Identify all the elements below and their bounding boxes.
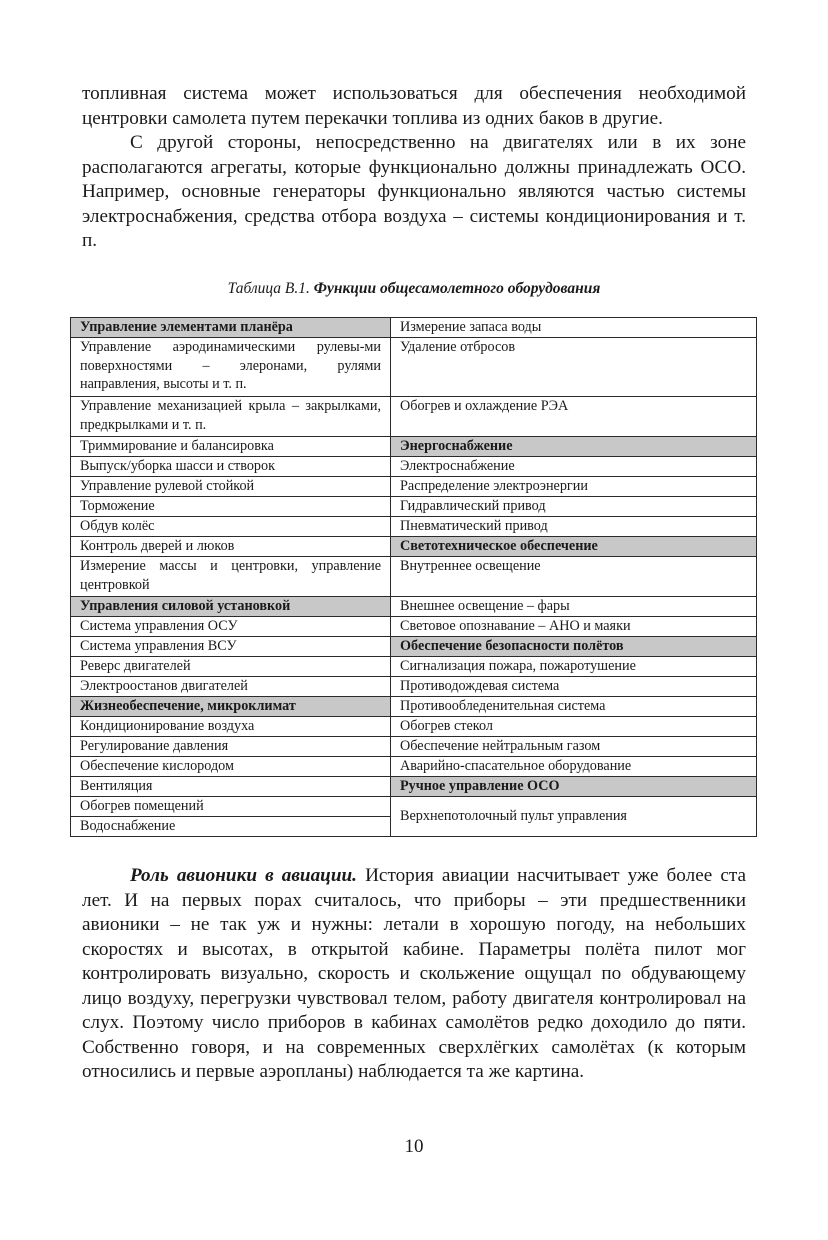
functions-table — [70, 317, 757, 837]
table-cell: Регулирование давления — [71, 737, 391, 757]
table-cell: Обогрев стекол — [391, 717, 757, 737]
body-block — [82, 864, 746, 1085]
table-caption — [82, 279, 746, 299]
table-cell: Электроостанов двигателей — [71, 677, 391, 697]
table-cell: Измерение запаса воды — [391, 318, 757, 338]
table-cell: Аварийно-спасательное оборудование — [391, 757, 757, 777]
table-cell: Внутреннее освещение — [391, 557, 757, 597]
table-row — [71, 537, 757, 557]
table-cell: Сигнализация пожара, пожаротушение — [391, 657, 757, 677]
table-cell: Обдув колёс — [71, 517, 391, 537]
table-cell: Обеспечение нейтральным газом — [391, 737, 757, 757]
table-cell: Верхнепотолочный пульт управления — [391, 797, 757, 837]
table-row — [71, 338, 757, 397]
table-row — [71, 617, 757, 637]
body-paragraph-text: История авиации насчитывает уже более ста лет. И на первых порах считалось, что приборы – эти предшественники авионики – не так уж и нужны: летали в хорошую погоду, на небольших скоростях и высотах, в открытой кабине. Параметры полёта пилот мог контролировать визуально, скорость и скольжение ощущал по обдувающему лицо воздуху, перегрузки чувствовал телом, работу двигателя контролировал на слух. Поэтому число приборов в кабинах самолётов редко доходило до пяти. Собственно говоря, и на современных сверхлёгких самолётах (к которым относились и первые аэропланы) наблюдается та же картина. — [82, 865, 746, 1082]
table-row — [71, 397, 757, 437]
table-cell: Распределение электроэнергии — [391, 477, 757, 497]
table-cell: Обогрев помещений — [71, 797, 391, 817]
table-row — [71, 437, 757, 457]
table-cell: Пневматический привод — [391, 517, 757, 537]
table-row — [71, 797, 757, 817]
table-cell: Внешнее освещение – фары — [391, 597, 757, 617]
table-row — [71, 657, 757, 677]
table-cell: Светотехническое обеспечение — [391, 537, 757, 557]
table-cell: Жизнеобеспечение, микроклимат — [71, 697, 391, 717]
table-row — [71, 697, 757, 717]
table-cell: Триммирование и балансировка — [71, 437, 391, 457]
table-cell: Реверс двигателей — [71, 657, 391, 677]
table-cell: Обеспечение безопасности полётов — [391, 637, 757, 657]
table-row — [71, 757, 757, 777]
table-cell: Энергоснабжение — [391, 437, 757, 457]
table-row — [71, 477, 757, 497]
intro-paragraph-2: С другой стороны, непосредственно на двигателях или в их зоне располагаются агрегаты, которые функционально должны принадлежать ОСО. Например, основные генераторы функционально являются частью системы электроснабжения, средства отбора воздуха – системы кондиционирования и т. п. — [82, 132, 746, 251]
table-row — [71, 597, 757, 617]
table-cell: Управления силовой установкой — [71, 597, 391, 617]
table-caption-label: Таблица В.1. — [227, 279, 310, 297]
table-cell: Вентиляция — [71, 777, 391, 797]
table-cell: Система управления ВСУ — [71, 637, 391, 657]
table-cell: Удаление отбросов — [391, 338, 757, 397]
table-cell: Торможение — [71, 497, 391, 517]
table-cell: Система управления ОСУ — [71, 617, 391, 637]
table-row — [71, 318, 757, 338]
table-cell: Обогрев и охлаждение РЭА — [391, 397, 757, 437]
table-row — [71, 517, 757, 537]
table-cell: Водоснабжение — [71, 817, 391, 837]
body-paragraph — [82, 864, 746, 1085]
intro-paragraph-1: топливная система может использоваться для обеспечения необходимой центровки самолета путем перекачки топлива из одних баков в другие. — [82, 83, 746, 129]
table-cell: Управление элементами планёра — [71, 318, 391, 338]
table-cell: Кондиционирование воздуха — [71, 717, 391, 737]
table-row — [71, 777, 757, 797]
intro-block — [82, 82, 746, 299]
table-cell: Световое опознавание – АНО и маяки — [391, 617, 757, 637]
table-cell: Управление рулевой стойкой — [71, 477, 391, 497]
table-row — [71, 557, 757, 597]
table-cell: Электроснабжение — [391, 457, 757, 477]
table-row — [71, 717, 757, 737]
table-cell: Гидравлический привод — [391, 497, 757, 517]
body-paragraph-lead: Роль авионики в авиации. — [130, 865, 357, 886]
table-cell: Противообледенительная система — [391, 697, 757, 717]
table-cell: Обеспечение кислородом — [71, 757, 391, 777]
table-row — [71, 497, 757, 517]
table-row — [71, 677, 757, 697]
table-cell: Ручное управление ОСО — [391, 777, 757, 797]
table-row — [71, 457, 757, 477]
table-row — [71, 637, 757, 657]
table-cell: Управление аэродинамическими рулевы-ми поверхностями – элеронами, рулями направления, высоты и т. п. — [71, 338, 391, 397]
table-cell: Контроль дверей и люков — [71, 537, 391, 557]
table-caption-title: Функции общесамолетного оборудования — [313, 279, 601, 297]
table-cell: Противодождевая система — [391, 677, 757, 697]
table-cell: Выпуск/уборка шасси и створок — [71, 457, 391, 477]
page-number: 10 — [404, 1136, 424, 1157]
table-cell: Управление механизацией крыла – закрылками, предкрылками и т. п. — [71, 397, 391, 437]
table-row — [71, 737, 757, 757]
table-cell: Измерение массы и центровки, управление центровкой — [71, 557, 391, 597]
